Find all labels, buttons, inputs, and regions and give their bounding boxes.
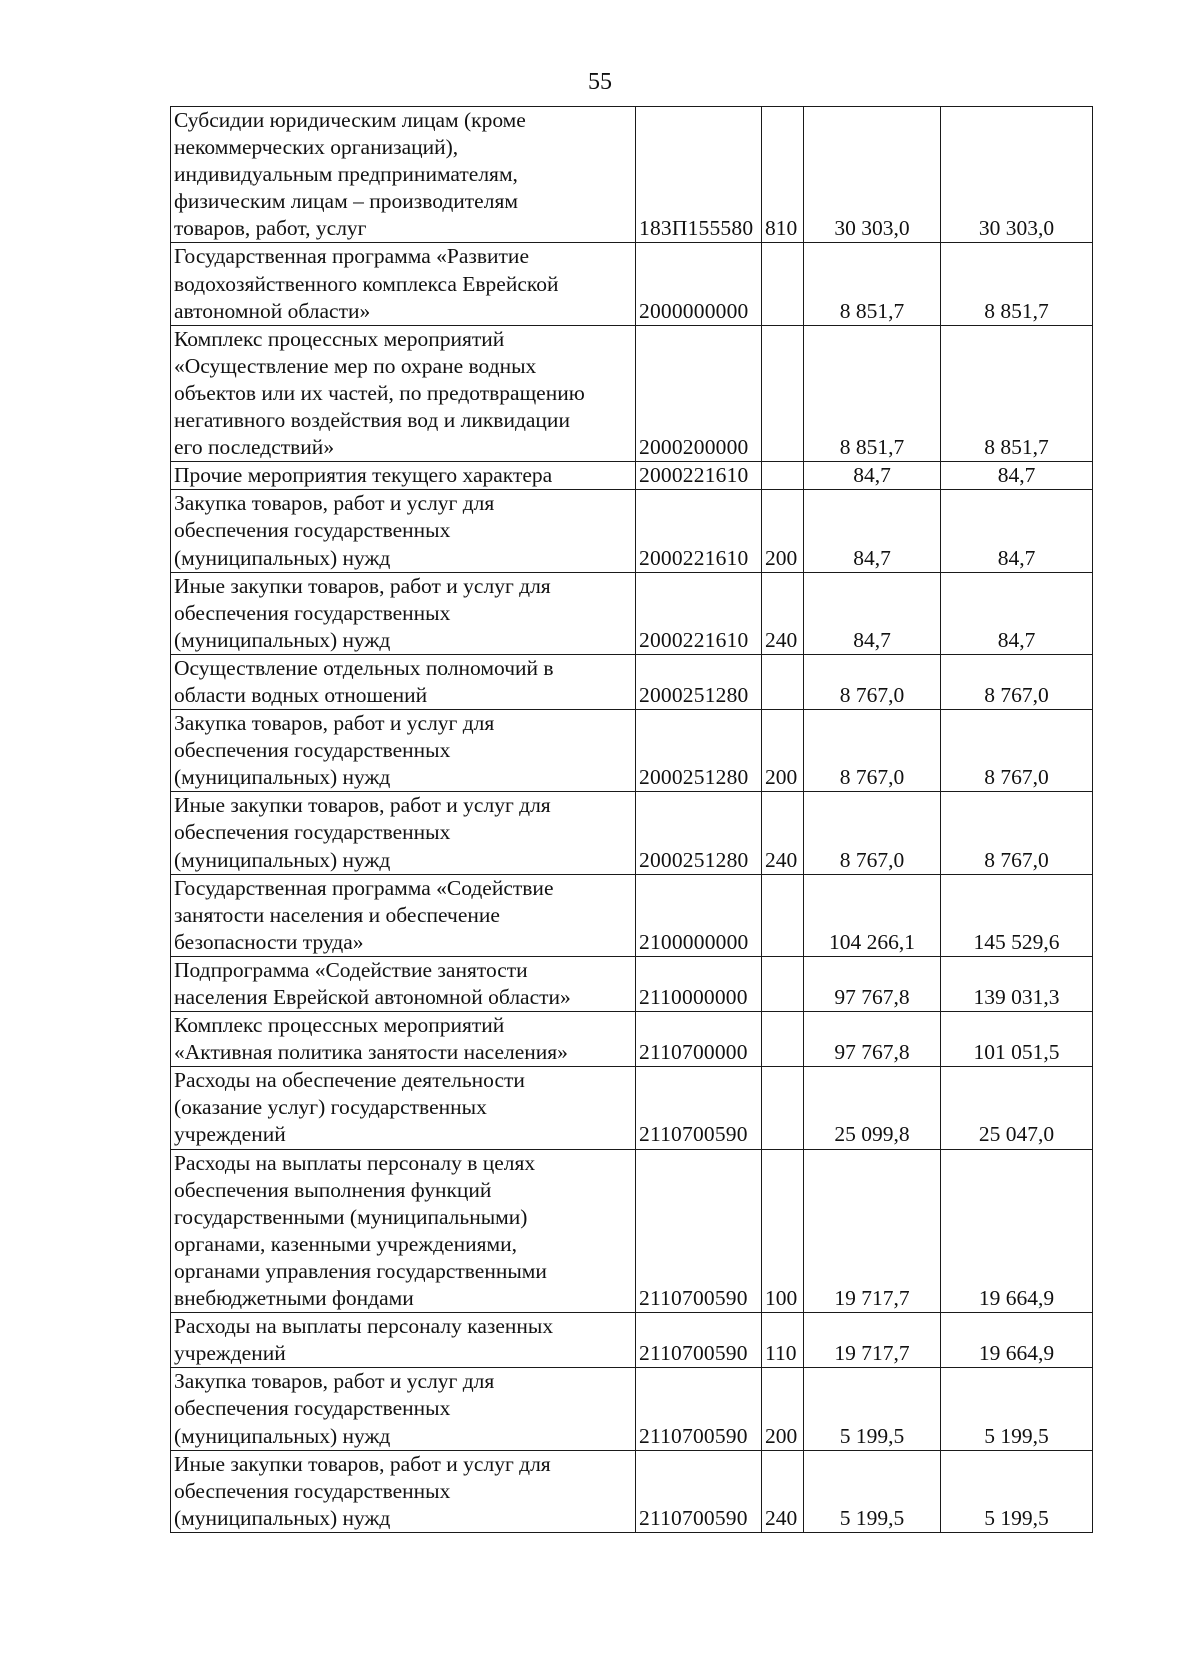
target-article-code [636, 874, 762, 956]
code-value: 2110700590 [639, 1122, 748, 1147]
amount-1-value: 97 767,8 [834, 1040, 910, 1065]
expense-type-code [762, 1149, 804, 1313]
amount-1-value: 104 266,1 [829, 929, 915, 954]
row-name-line: негативного воздействия вод и ликвидации [174, 408, 570, 433]
row-name-line: Закупка товаров, работ и услуг для [174, 711, 495, 736]
amount-year-1 [804, 710, 941, 792]
amount-2-value: 5 199,5 [984, 1505, 1049, 1530]
expense-type-code [762, 792, 804, 874]
amount-2-value: 19 664,9 [978, 1286, 1055, 1311]
row-name-line: Государственная программа «Содействие [174, 875, 554, 900]
amount-2-value: 8 767,0 [984, 765, 1049, 790]
amount-year-2 [941, 1450, 1093, 1532]
amount-year-1 [804, 1313, 941, 1368]
expense-type-code [762, 1450, 804, 1532]
target-article-code [636, 1149, 762, 1313]
vr-value: 200 [765, 765, 798, 790]
amount-1-value: 19 717,7 [834, 1341, 910, 1366]
row-name-line: Иные закупки товаров, работ и услуг для [174, 1451, 551, 1476]
row-name-line: Государственная программа «Развитие [174, 244, 529, 269]
target-article-code [636, 107, 762, 243]
amount-2-value: 84,7 [997, 545, 1036, 570]
amount-year-1 [804, 792, 941, 874]
expense-type-code [762, 1012, 804, 1067]
vr-value: 110 [765, 1341, 797, 1366]
target-article-code [636, 956, 762, 1011]
table-row [171, 243, 1093, 325]
table-row [171, 1450, 1093, 1532]
row-name-line: Закупка товаров, работ и услуг для [174, 1369, 495, 1394]
table-row [171, 710, 1093, 792]
amount-year-1 [804, 462, 941, 490]
row-name-line: Осуществление отдельных полномочий в [174, 655, 554, 680]
amount-year-1 [804, 1368, 941, 1450]
expense-type-code [762, 1313, 804, 1368]
vr-value: 200 [765, 545, 798, 570]
table-row [171, 325, 1093, 461]
target-article-code [636, 792, 762, 874]
row-name-line: Расходы на выплаты персоналу в целях [174, 1150, 536, 1175]
row-name-line: органами, казенными учреждениями, [174, 1231, 517, 1256]
code-value: 2110700590 [639, 1505, 748, 1530]
row-name-line: обеспечения государственных [174, 820, 451, 845]
row-name-line: некоммерческих организаций), [174, 135, 459, 160]
row-name-line: (муниципальных) нужд [174, 627, 391, 652]
row-name-line: Закупка товаров, работ и услуг для [174, 491, 495, 516]
row-name-cell [171, 325, 636, 461]
row-name-line: занятости населения и обеспечение [174, 902, 500, 927]
row-name-line: органами управления государственными [174, 1258, 547, 1283]
code-value: 2000221610 [639, 463, 749, 488]
table-row [171, 792, 1093, 874]
amount-year-2 [941, 874, 1093, 956]
row-name-line: государственными (муниципальными) [174, 1204, 528, 1229]
vr-value: 200 [765, 1423, 798, 1448]
amount-1-value: 97 767,8 [834, 985, 910, 1009]
amount-1-value: 8 767,0 [839, 765, 905, 790]
row-name-line: Комплекс процессных мероприятий [174, 326, 505, 351]
row-name-line: обеспечения выполнения функций [174, 1177, 492, 1202]
target-article-code [636, 490, 762, 572]
code-value: 2000221610 [639, 545, 749, 570]
row-name-cell [171, 1012, 636, 1067]
row-name-line: Подпрограмма «Содействие занятости [174, 957, 528, 982]
amount-1-value: 8 767,0 [839, 847, 905, 872]
expense-type-code [762, 1368, 804, 1450]
code-value: 183П155580 [639, 216, 754, 241]
code-value: 2110700590 [639, 1286, 748, 1311]
expense-type-code [762, 956, 804, 1011]
code-value: 2000200000 [639, 435, 749, 460]
amount-2-value: 30 303,0 [978, 216, 1055, 241]
amount-1-value: 25 099,8 [834, 1122, 910, 1147]
row-name-line: обеспечения государственных [174, 1478, 451, 1503]
amount-year-1 [804, 490, 941, 572]
row-name-line: области водных отношений [174, 682, 428, 707]
amount-year-1 [804, 107, 941, 243]
row-name-line: (муниципальных) нужд [174, 847, 391, 872]
amount-year-1 [804, 572, 941, 654]
table-row [171, 107, 1093, 243]
code-value: 2000251280 [639, 682, 749, 707]
amount-1-value: 30 303,0 [834, 216, 910, 241]
budget-table [170, 106, 1093, 1533]
expense-type-code [762, 572, 804, 654]
table-row [171, 1149, 1093, 1313]
code-value: 2110700590 [639, 1341, 748, 1366]
page-number: 55 [588, 69, 612, 95]
target-article-code [636, 1450, 762, 1532]
target-article-code [636, 325, 762, 461]
vr-value: 100 [765, 1286, 798, 1311]
row-name-line: товаров, работ, услуг [174, 216, 367, 241]
code-value: 2000000000 [639, 298, 749, 323]
amount-year-2 [941, 792, 1093, 874]
row-name-cell [171, 572, 636, 654]
amount-2-value: 8 767,0 [984, 682, 1049, 707]
row-name-line: обеспечения государственных [174, 600, 451, 625]
row-name-cell [171, 956, 636, 1011]
row-name-line: водохозяйственного комплекса Еврейской [174, 271, 559, 296]
expense-type-code [762, 654, 804, 709]
target-article-code [636, 243, 762, 325]
row-name-line: учреждений [174, 1341, 286, 1366]
expense-type-code [762, 1067, 804, 1149]
target-article-code [636, 1313, 762, 1368]
amount-year-1 [804, 1450, 941, 1532]
row-name-line: Расходы на обеспечение деятельности [174, 1068, 525, 1093]
row-name-line: (муниципальных) нужд [174, 1423, 391, 1448]
amount-1-value: 5 199,5 [839, 1423, 905, 1448]
amount-2-value: 8 851,7 [984, 298, 1049, 323]
row-name-line: «Активная политика занятости населения» [174, 1040, 568, 1065]
code-value: 2100000000 [639, 929, 749, 954]
expense-type-code [762, 490, 804, 572]
code-value: 2000251280 [639, 765, 749, 790]
expense-type-code [762, 462, 804, 490]
row-name-cell [171, 1450, 636, 1532]
code-value: 2000251280 [639, 847, 749, 872]
table-row [171, 874, 1093, 956]
row-name-cell [171, 243, 636, 325]
amount-year-1 [804, 1012, 941, 1067]
table-row [171, 1313, 1093, 1368]
amount-year-1 [804, 1149, 941, 1313]
target-article-code [636, 1012, 762, 1067]
target-article-code [636, 572, 762, 654]
amount-year-2 [941, 462, 1093, 490]
table-row [171, 1368, 1093, 1450]
amount-year-1 [804, 874, 941, 956]
row-name-line: (муниципальных) нужд [174, 545, 391, 570]
row-name-line: «Осуществление мер по охране водных [174, 353, 537, 378]
amount-year-1 [804, 325, 941, 461]
amount-2-value: 84,7 [997, 627, 1036, 652]
amount-2-value: 5 199,5 [984, 1423, 1049, 1448]
target-article-code [636, 654, 762, 709]
expense-type-code [762, 107, 804, 243]
row-name-cell [171, 654, 636, 709]
vr-value: 240 [765, 627, 798, 652]
row-name-cell [171, 107, 636, 243]
amount-1-value: 84,7 [853, 545, 891, 570]
row-name-cell [171, 1313, 636, 1368]
expense-type-code [762, 710, 804, 792]
row-name-line: обеспечения государственных [174, 1396, 451, 1421]
table-row [171, 572, 1093, 654]
expense-type-code [762, 325, 804, 461]
row-name-line: Комплекс процессных мероприятий [174, 1013, 505, 1038]
vr-value: 240 [765, 1505, 798, 1530]
row-name-line: его последствий» [174, 435, 335, 460]
amount-year-1 [804, 956, 941, 1011]
amount-2-value: 25 047,0 [978, 1122, 1055, 1147]
row-name-line: населения Еврейской автономной области» [174, 985, 571, 1009]
table-row [171, 956, 1093, 1011]
row-name-line: Расходы на выплаты персоналу казенных [174, 1314, 554, 1339]
amount-year-2 [941, 243, 1093, 325]
table-row [171, 1012, 1093, 1067]
row-name-line: автономной области» [174, 298, 371, 323]
amount-2-value: 139 031,3 [973, 985, 1060, 1009]
amount-1-value: 19 717,7 [834, 1286, 910, 1311]
amount-year-2 [941, 1149, 1093, 1313]
amount-2-value: 101 051,5 [973, 1040, 1060, 1065]
target-article-code [636, 462, 762, 490]
row-name-line: Прочие мероприятия текущего характера [174, 463, 553, 488]
code-value: 2110700000 [639, 1040, 748, 1065]
row-name-line: Иные закупки товаров, работ и услуг для [174, 573, 551, 598]
amount-year-2 [941, 572, 1093, 654]
row-name-cell [171, 792, 636, 874]
amount-year-2 [941, 1368, 1093, 1450]
row-name-line: учреждений [174, 1122, 286, 1147]
target-article-code [636, 1067, 762, 1149]
table-row [171, 1067, 1093, 1149]
row-name-line: Иные закупки товаров, работ и услуг для [174, 793, 551, 818]
amount-1-value: 84,7 [853, 463, 891, 488]
row-name-cell [171, 874, 636, 956]
row-name-line: внебюджетными фондами [174, 1286, 414, 1311]
amount-1-value: 5 199,5 [839, 1505, 905, 1530]
row-name-line: Субсидии юридическим лицам (кроме [174, 108, 526, 132]
amount-2-value: 145 529,6 [973, 929, 1060, 954]
row-name-cell [171, 462, 636, 490]
vr-value: 240 [765, 847, 798, 872]
code-value: 2110000000 [639, 985, 748, 1009]
budget-table-body [171, 107, 1093, 1533]
table-row [171, 490, 1093, 572]
amount-year-2 [941, 1067, 1093, 1149]
amount-2-value: 8 851,7 [984, 435, 1049, 460]
table-row [171, 462, 1093, 490]
row-name-line: (муниципальных) нужд [174, 765, 391, 790]
amount-year-2 [941, 956, 1093, 1011]
amount-year-2 [941, 710, 1093, 792]
amount-year-2 [941, 490, 1093, 572]
amount-1-value: 84,7 [853, 627, 891, 652]
target-article-code [636, 1368, 762, 1450]
row-name-cell [171, 1067, 636, 1149]
amount-1-value: 8 851,7 [839, 435, 905, 460]
row-name-line: безопасности труда» [174, 929, 364, 954]
amount-1-value: 8 851,7 [839, 298, 905, 323]
row-name-line: обеспечения государственных [174, 518, 451, 543]
amount-2-value: 19 664,9 [978, 1341, 1055, 1366]
row-name-line: (оказание услуг) государственных [174, 1095, 487, 1120]
code-value: 2000221610 [639, 627, 749, 652]
row-name-line: обеспечения государственных [174, 738, 451, 763]
row-name-line: физическим лицам – производителям [174, 189, 518, 214]
amount-year-2 [941, 654, 1093, 709]
row-name-line: объектов или их частей, по предотвращению [174, 380, 585, 405]
amount-2-value: 84,7 [997, 463, 1036, 488]
row-name-cell [171, 710, 636, 792]
amount-year-1 [804, 243, 941, 325]
expense-type-code [762, 874, 804, 956]
row-name-cell [171, 490, 636, 572]
vr-value: 810 [765, 216, 798, 241]
amount-year-2 [941, 107, 1093, 243]
code-value: 2110700590 [639, 1423, 748, 1448]
row-name-line: индивидуальным предпринимателям, [174, 162, 518, 187]
target-article-code [636, 710, 762, 792]
amount-year-2 [941, 325, 1093, 461]
table-row [171, 654, 1093, 709]
amount-year-1 [804, 654, 941, 709]
amount-2-value: 8 767,0 [984, 847, 1049, 872]
amount-year-2 [941, 1313, 1093, 1368]
row-name-line: (муниципальных) нужд [174, 1505, 391, 1530]
row-name-cell [171, 1368, 636, 1450]
amount-year-1 [804, 1067, 941, 1149]
row-name-cell [171, 1149, 636, 1313]
amount-year-2 [941, 1012, 1093, 1067]
amount-1-value: 8 767,0 [839, 682, 905, 707]
expense-type-code [762, 243, 804, 325]
